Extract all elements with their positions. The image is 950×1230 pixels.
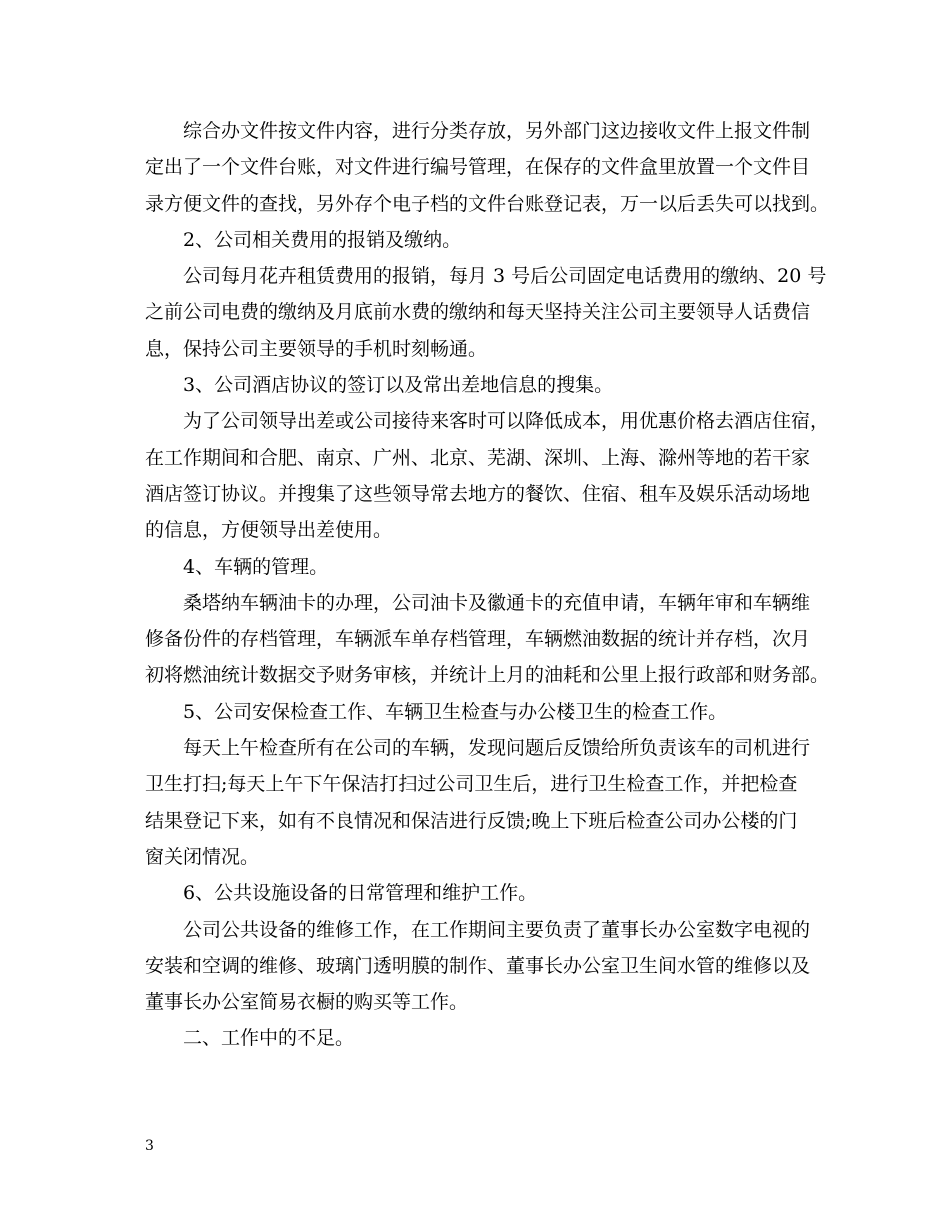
paragraph-line: 之前公司电费的缴纳及月底前水费的缴纳和每天坚持关注公司主要领导人话费信 xyxy=(145,301,811,324)
paragraph-line: 公司每月花卉租赁费用的报销，每月 3 号后公司固定电话费用的缴纳、20 号 xyxy=(183,265,827,288)
paragraph-line: 初将燃油统计数据交予财务审核，并统计上月的油耗和公里上报行政部和财务部。 xyxy=(145,664,830,687)
paragraph-line: 的信息，方便领导出差使用。 xyxy=(145,519,393,542)
paragraph-line: 安装和空调的维修、玻璃门透明膜的制作、董事长办公室卫生间水管的维修以及 xyxy=(145,954,811,977)
paragraph-line: 修备份件的存档管理，车辆派车单存档管理，车辆燃油数据的统计并存档，次月 xyxy=(145,628,811,651)
paragraph-line: 录方便文件的查找，另外存个电子档的文件台账登记表，万一以后丢失可以找到。 xyxy=(145,192,830,215)
section-heading: 4、车辆的管理。 xyxy=(183,555,329,578)
paragraph-line: 综合办文件按文件内容，进行分类存放，另外部门这边接收文件上报文件制 xyxy=(183,120,811,142)
paragraph-line: 结果登记下来，如有不良情况和保洁进行反馈;晚上下班后检查公司办公楼的门 xyxy=(145,809,798,832)
paragraph-line: 桑塔纳车辆油卡的办理，公司油卡及徽通卡的充值申请，车辆年审和车辆维 xyxy=(183,591,811,614)
section-heading: 6、公共设施设备的日常管理和维护工作。 xyxy=(183,882,538,905)
paragraph-line: 息，保持公司主要领导的手机时刻畅通。 xyxy=(145,337,488,360)
document-body xyxy=(145,113,830,1057)
paragraph-line: 酒店签订协议。并搜集了这些领导常去地方的餐饮、住宿、租车及娱乐活动场地 xyxy=(145,482,811,505)
paragraph-line: 公司公共设备的维修工作，在工作期间主要负责了董事长办公室数字电视的 xyxy=(183,918,811,941)
page-number: 3 xyxy=(145,1138,154,1154)
paragraph-line: 为了公司领导出差或公司接待来客时可以降低成本，用优惠价格去酒店住宿， xyxy=(183,410,830,433)
paragraph-line: 董事长办公室简易衣橱的购买等工作。 xyxy=(145,991,469,1014)
paragraph-line: 窗关闭情况。 xyxy=(145,845,260,868)
paragraph-line: 卫生打扫;每天上午下午保洁打扫过公司卫生后，进行卫生检查工作，并把检查 xyxy=(145,773,798,796)
section-heading: 2、公司相关费用的报销及缴纳。 xyxy=(183,228,462,251)
paragraph-line: 每天上午检查所有在公司的车辆，发现问题后反馈给所负责该车的司机进行 xyxy=(183,737,811,760)
section-heading: 5、公司安保检查工作、车辆卫生检查与办公楼卫生的检查工作。 xyxy=(183,700,728,723)
section-heading: 3、公司酒店协议的签订以及常出差地信息的搜集。 xyxy=(183,374,614,397)
paragraph-line: 在工作期间和合肥、南京、广州、北京、芜湖、深圳、上海、滁州等地的若干家 xyxy=(145,446,811,469)
section-heading: 二、工作中的不足。 xyxy=(183,1027,355,1050)
paragraph-line: 定出了一个文件台账，对文件进行编号管理，在保存的文件盒里放置一个文件目 xyxy=(145,156,811,179)
